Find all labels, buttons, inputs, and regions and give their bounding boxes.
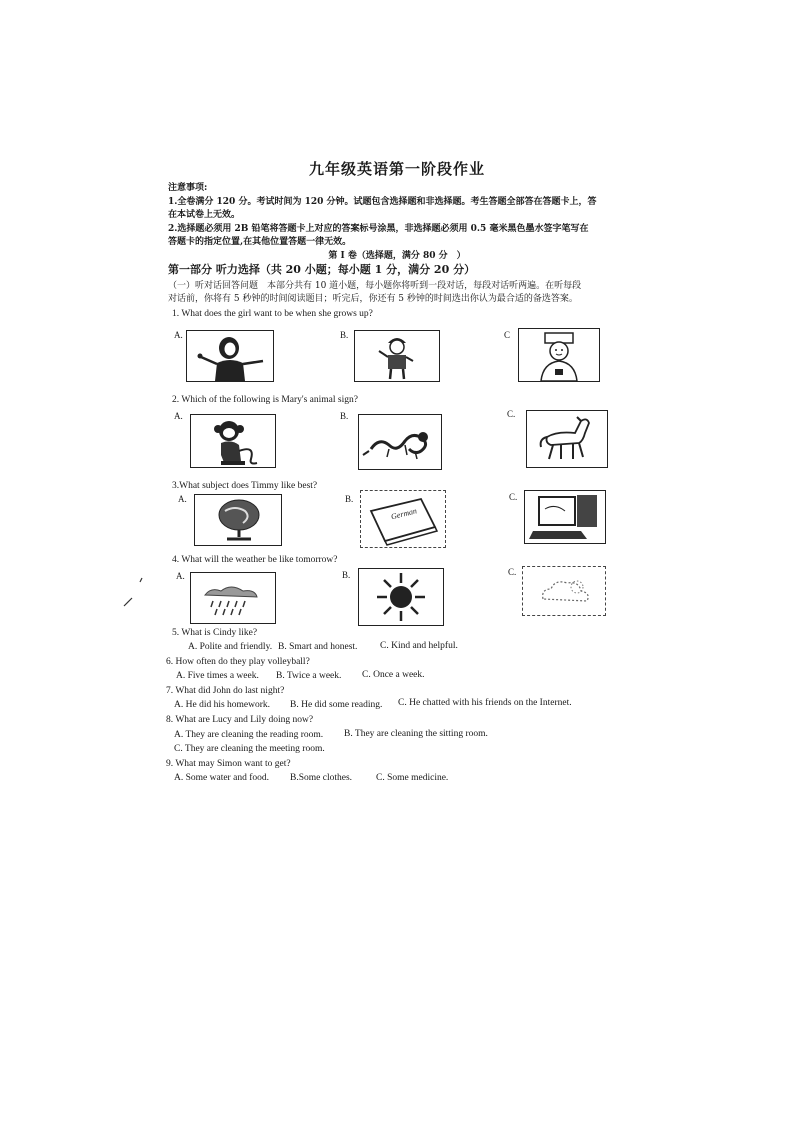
question-7: 7. What did John do last night? [166,686,285,696]
notice-line-1: 1.全卷满分 120 分。考试时间为 120 分钟。试题包含选择题和非选择题。考生答题全部答在答题卡上，答 [168,197,597,207]
option-label: A. [178,494,187,504]
option-b[interactable]: B. Smart and honest. [278,642,358,652]
option-label: B. [342,570,351,580]
option-a[interactable]: A. Five times a week. [176,671,259,681]
notice-line-2b: 答题卡的指定位置,在其他位置答题一律无效。 [168,237,352,247]
option-c-picture[interactable] [518,328,600,382]
option-c[interactable]: C. He chatted with his friends on the Internet. [398,698,572,708]
globe-icon [195,495,281,545]
question-9: 9. What may Simon want to get? [166,759,291,769]
chef-icon [519,329,599,381]
option-label: C. [509,492,518,502]
option-b-picture[interactable] [358,414,442,470]
option-a-picture[interactable] [190,572,276,624]
option-a-picture[interactable] [190,414,276,468]
option-b-picture[interactable] [354,330,440,382]
option-c-picture[interactable] [524,490,606,544]
singer-girl-icon [187,331,273,381]
dragon-icon [359,415,441,469]
option-label: A. [174,411,183,421]
option-label: A. [174,330,183,340]
option-label: A. [176,571,185,581]
option-a[interactable]: A. He did his homework. [174,700,271,710]
option-a-picture[interactable] [186,330,274,382]
boy-icon [355,331,439,381]
option-c-picture[interactable] [522,566,606,616]
question-6: 6. How often do they play volleyball? [166,657,310,667]
book-icon [361,491,445,547]
instruction-line-1: （一）听对话回答问题 本部分共有 10 道小题，每小题你将听到一段对话，每段对话听两遍。在听每段 [168,281,582,291]
page-title: 九年级英语第一阶段作业 [308,160,485,178]
option-label: C. [507,409,516,419]
option-label: B. [345,494,354,504]
question-2: 2. Which of the following is Mary's animal sign? [172,395,358,405]
option-label: C [504,330,511,340]
option-b[interactable]: B. They are cleaning the sitting room. [344,729,488,739]
option-b[interactable]: B. Twice a week. [276,671,342,681]
part-heading: 第一部分 听力选择（共 20 小题；每小题 1 分，满分 20 分） [168,263,476,276]
option-c[interactable]: C. Some medicine. [376,773,449,783]
notice-line-1b: 在本试卷上无效。 [168,210,241,220]
option-label: B. [340,411,349,421]
sun-icon [359,569,443,625]
option-label: B. [340,330,349,340]
computer-icon [525,491,605,543]
volume-heading: 第 I 卷（选择题，满分 80 分 ） [328,251,466,261]
instruction-line-2: 对话前，你将有 5 秒钟的时间阅读题目；听完后，你还有 5 秒钟的时间选出你认为最合适的备选答案。 [168,294,578,304]
book-cover-word: German [390,506,418,522]
pencil-stroke-mark [120,576,150,610]
monkey-icon [191,415,275,467]
option-a[interactable]: A. Some water and food. [174,773,269,783]
option-c-picture[interactable] [526,410,608,468]
question-4: 4. What will the weather be like tomorrow? [172,555,338,565]
option-c[interactable]: C. Kind and helpful. [380,641,458,651]
question-3: 3.What subject does Timmy like best? [172,481,318,491]
question-1: 1. What does the girl want to be when she grows up? [172,309,373,319]
option-b-picture[interactable] [360,490,446,548]
option-b[interactable]: B.Some clothes. [290,773,353,783]
option-label: C. [508,567,517,577]
option-a-picture[interactable] [194,494,282,546]
option-a[interactable]: A. They are cleaning the reading room. [174,730,324,740]
rain-icon [191,573,275,623]
notice-heading: 注意事项: [168,183,208,193]
question-8: 8. What are Lucy and Lily doing now? [166,715,314,725]
option-c[interactable]: C. They are cleaning the meeting room. [174,744,325,754]
option-c[interactable]: C. Once a week. [362,670,425,680]
notice-line-2: 2.选择题必须用 2B 铅笔将答题卡上对应的答案标号涂黑，非选择题必须用 0.5 毫米黑色墨水签字笔写在 [168,224,589,234]
option-b-picture[interactable] [358,568,444,626]
horse-icon [527,411,607,467]
option-a[interactable]: A. Polite and friendly. [188,642,273,652]
cloud-icon [523,567,605,615]
option-b[interactable]: B. He did some reading. [290,700,383,710]
question-5: 5. What is Cindy like? [172,628,258,638]
